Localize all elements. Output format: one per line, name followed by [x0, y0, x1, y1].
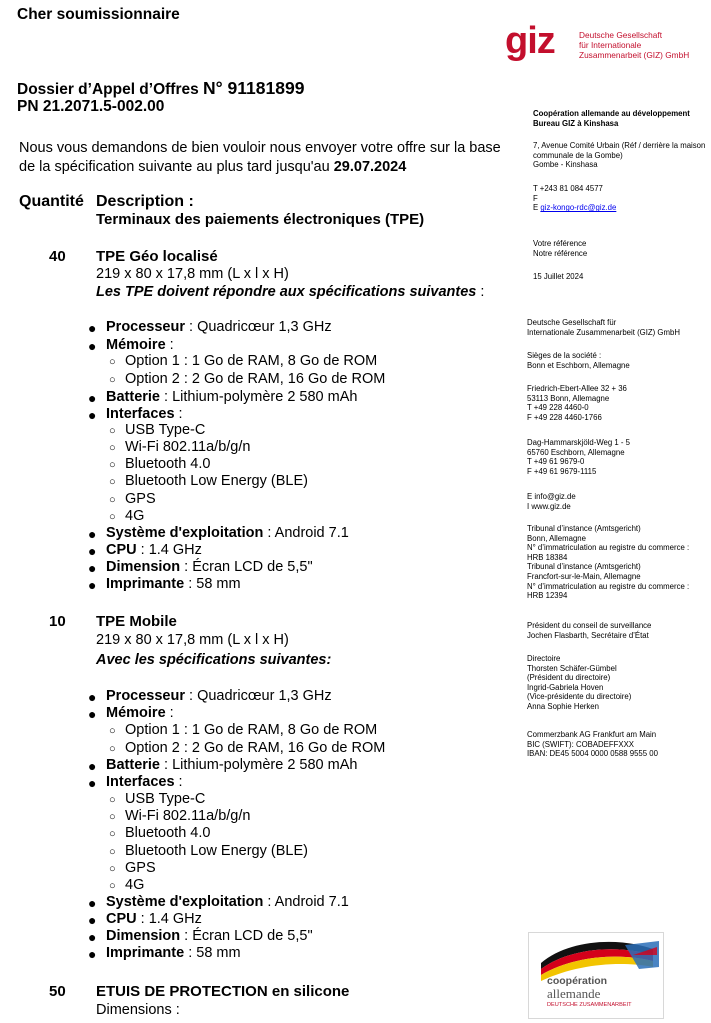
spec-interfaces: Interfaces : — [106, 774, 183, 790]
office-address: 7, Avenue Comité Urbain (Réf / derrière la maison communale de la Gombe) Gombe - Kinshasa — [533, 141, 706, 170]
logo-text: Deutsche Gesellschaft für Internationale Zusammenarbeit (GIZ) GmbH — [579, 30, 690, 60]
company-block: Deutsche Gesellschaft für Internationale Zusammenarbeit (GIZ) GmbH — [527, 318, 680, 337]
bullet-icon: ● — [88, 758, 97, 774]
item-dimensions: 219 x 80 x 17,8 mm (L x l x H) — [96, 632, 289, 648]
circle-bullet-icon: ○ — [109, 356, 116, 368]
bullet-icon: ● — [88, 706, 97, 722]
spec-memory: Mémoire : — [106, 705, 174, 721]
deadline-date: 29.07.2024 — [333, 158, 407, 175]
eschborn-address: Dag-Hammarskjöld-Weg 1 - 5 65760 Eschborn, Allemagne T +49 61 9679-0 F +49 61 9679-1115 — [527, 438, 630, 476]
item-requirements: Avec les spécifications suivantes: — [96, 652, 332, 668]
quantity-header: Quantité — [19, 193, 84, 210]
dossier-number: N° 91181899 — [203, 78, 305, 98]
spec-cpu: CPU : 1.4 GHz — [106, 911, 202, 927]
email-link[interactable]: giz-kongo-rdc@giz.de — [540, 203, 617, 213]
item-quantity: 50 — [49, 983, 66, 1000]
spec-battery: Batterie : Lithium-polymère 2 580 mAh — [106, 389, 358, 405]
office-block: Coopération allemande au développement Bureau GIZ à Kinshasa — [533, 109, 690, 128]
description-subject: Terminaux des paiements électroniques (TPE) — [96, 211, 425, 228]
spec-interface-item: 4G — [125, 877, 145, 893]
bullet-icon: ● — [88, 946, 97, 962]
item-dimensions: Dimensions : — [96, 1002, 180, 1018]
bullet-icon: ● — [88, 929, 97, 945]
project-number: PN 21.2071.5-002.00 — [17, 98, 165, 115]
circle-bullet-icon: ○ — [109, 794, 116, 806]
item-quantity: 40 — [49, 248, 66, 265]
circle-bullet-icon: ○ — [109, 846, 116, 858]
spec-cpu: CPU : 1.4 GHz — [106, 542, 202, 558]
cooperation-logo — [528, 932, 664, 1019]
spec-interface-item: 4G — [125, 508, 145, 524]
item-quantity: 10 — [49, 613, 66, 630]
spec-option: Option 1 : 1 Go de RAM, 8 Go de ROM — [125, 353, 378, 369]
coop-line3: DEUTSCHE ZUSAMMENARBEIT — [547, 1002, 632, 1008]
bullet-icon: ● — [88, 543, 97, 559]
spec-printer: Imprimante : 58 mm — [106, 945, 241, 961]
logo-word: giz — [505, 20, 555, 62]
greeting: Cher soumissionnaire — [17, 6, 180, 23]
spec-os: Système d'exploitation : Android 7.1 — [106, 525, 349, 541]
item-title: TPE Mobile — [96, 613, 177, 630]
circle-bullet-icon: ○ — [109, 476, 116, 488]
item-title: TPE Géo localisé — [96, 248, 218, 265]
circle-bullet-icon: ○ — [109, 811, 116, 823]
spec-interface-item: Wi-Fi 802.11a/b/g/n — [125, 808, 251, 824]
bullet-icon: ● — [88, 407, 97, 423]
bullet-icon: ● — [88, 320, 97, 336]
spec-option: Option 2 : 2 Go de RAM, 16 Go de ROM — [125, 740, 386, 756]
spec-option: Option 2 : 2 Go de RAM, 16 Go de ROM — [125, 371, 386, 387]
spec-interface-item: GPS — [125, 860, 156, 876]
supervisory-board: Président du conseil de surveillance Jochen Flasbarth, Secrétaire d’État — [527, 621, 652, 640]
item-dimensions: 219 x 80 x 17,8 mm (L x l x H) — [96, 266, 289, 282]
circle-bullet-icon: ○ — [109, 374, 116, 386]
circle-bullet-icon: ○ — [109, 459, 116, 471]
bullet-icon: ● — [88, 912, 97, 928]
spec-battery: Batterie : Lithium-polymère 2 580 mAh — [106, 757, 358, 773]
spec-interface-item: Bluetooth Low Energy (BLE) — [125, 473, 308, 489]
spec-interface-item: USB Type-C — [125, 422, 206, 438]
item-title: ETUIS DE PROTECTION en silicone — [96, 983, 350, 1000]
spec-interface-item: Wi-Fi 802.11a/b/g/n — [125, 439, 251, 455]
spec-os: Système d'exploitation : Android 7.1 — [106, 894, 349, 910]
circle-bullet-icon: ○ — [109, 494, 116, 506]
bullet-icon: ● — [88, 338, 97, 354]
spec-dimension: Dimension : Écran LCD de 5,5" — [106, 928, 313, 944]
bullet-icon: ● — [88, 775, 97, 791]
bullet-icon: ● — [88, 390, 97, 406]
directors-block: Directoire Thorsten Schäfer-Gümbel (Président du directoire) Ingrid-Gabriela Hoven (Vice-présidente du directoire) Anna Sophie Herken — [527, 654, 632, 711]
spec-interface-item: Bluetooth Low Energy (BLE) — [125, 843, 308, 859]
bullet-icon: ● — [88, 577, 97, 593]
court-registry: Tribunal d’instance (Amtsgericht) Bonn, Allemagne N° d’immatriculation au registre du commerce : HRB 18384 Tribunal d’instance (Amtsgericht) Francfort-sur-le-Main, Allemagne N° d’immatriculation au registre du commerce : HRB 12394 — [527, 524, 690, 601]
circle-bullet-icon: ○ — [109, 425, 116, 437]
spec-interface-item: USB Type-C — [125, 791, 206, 807]
office-contact: T +243 81 084 4577 F E giz-kongo-rdc@giz.de — [533, 184, 617, 213]
circle-bullet-icon: ○ — [109, 863, 116, 875]
spec-option: Option 1 : 1 Go de RAM, 8 Go de ROM — [125, 722, 378, 738]
spec-interface-item: Bluetooth 4.0 — [125, 825, 211, 841]
spec-printer: Imprimante : 58 mm — [106, 576, 241, 592]
circle-bullet-icon: ○ — [109, 828, 116, 840]
bullet-icon: ● — [88, 895, 97, 911]
bullet-icon: ● — [88, 560, 97, 576]
intro-paragraph: Nous vous demandons de bien vouloir nous envoyer votre offre sur la base de la spécification suivante au plus tard jusqu'au 29.07.2024 — [19, 140, 501, 175]
reference-block: Votre référence Notre référence — [533, 239, 588, 258]
giz-logo — [505, 20, 711, 66]
coop-line2: allemande — [547, 986, 601, 1001]
bonn-address: Friedrich-Ebert-Allee 32 + 36 53113 Bonn, Allemagne T +49 228 4460-0 F +49 228 4460-1766 — [527, 384, 627, 422]
web-contact: E info@giz.de I www.giz.de — [527, 492, 576, 511]
spec-memory: Mémoire : — [106, 337, 174, 353]
circle-bullet-icon: ○ — [109, 442, 116, 454]
letter-date: 15 Juillet 2024 — [533, 272, 584, 281]
item-requirements: Les TPE doivent répondre aux spécifications suivantes : — [96, 284, 485, 300]
circle-bullet-icon: ○ — [109, 511, 116, 523]
circle-bullet-icon: ○ — [109, 880, 116, 892]
spec-dimension: Dimension : Écran LCD de 5,5" — [106, 559, 313, 575]
spec-interface-item: Bluetooth 4.0 — [125, 456, 211, 472]
coop-line1: coopération — [547, 975, 608, 987]
bullet-icon: ● — [88, 689, 97, 705]
spec-processor: Processeur : Quadricœur 1,3 GHz — [106, 688, 332, 704]
dossier-title: Dossier d’Appel d’Offres N° 91181899 — [17, 78, 305, 98]
seats-block: Sièges de la société : Bonn et Eschborn, Allemagne — [527, 351, 630, 370]
spec-interfaces: Interfaces : — [106, 406, 183, 422]
bullet-icon: ● — [88, 526, 97, 542]
circle-bullet-icon: ○ — [109, 743, 116, 755]
bank-details: Commerzbank AG Frankfurt am Main BIC (SWIFT): COBADEFFXXX IBAN: DE45 5004 0000 0588 9555 00 — [527, 730, 658, 759]
spec-interface-item: GPS — [125, 491, 156, 507]
spec-processor: Processeur : Quadricœur 1,3 GHz — [106, 319, 332, 335]
description-header: Description : — [96, 193, 194, 210]
circle-bullet-icon: ○ — [109, 725, 116, 737]
